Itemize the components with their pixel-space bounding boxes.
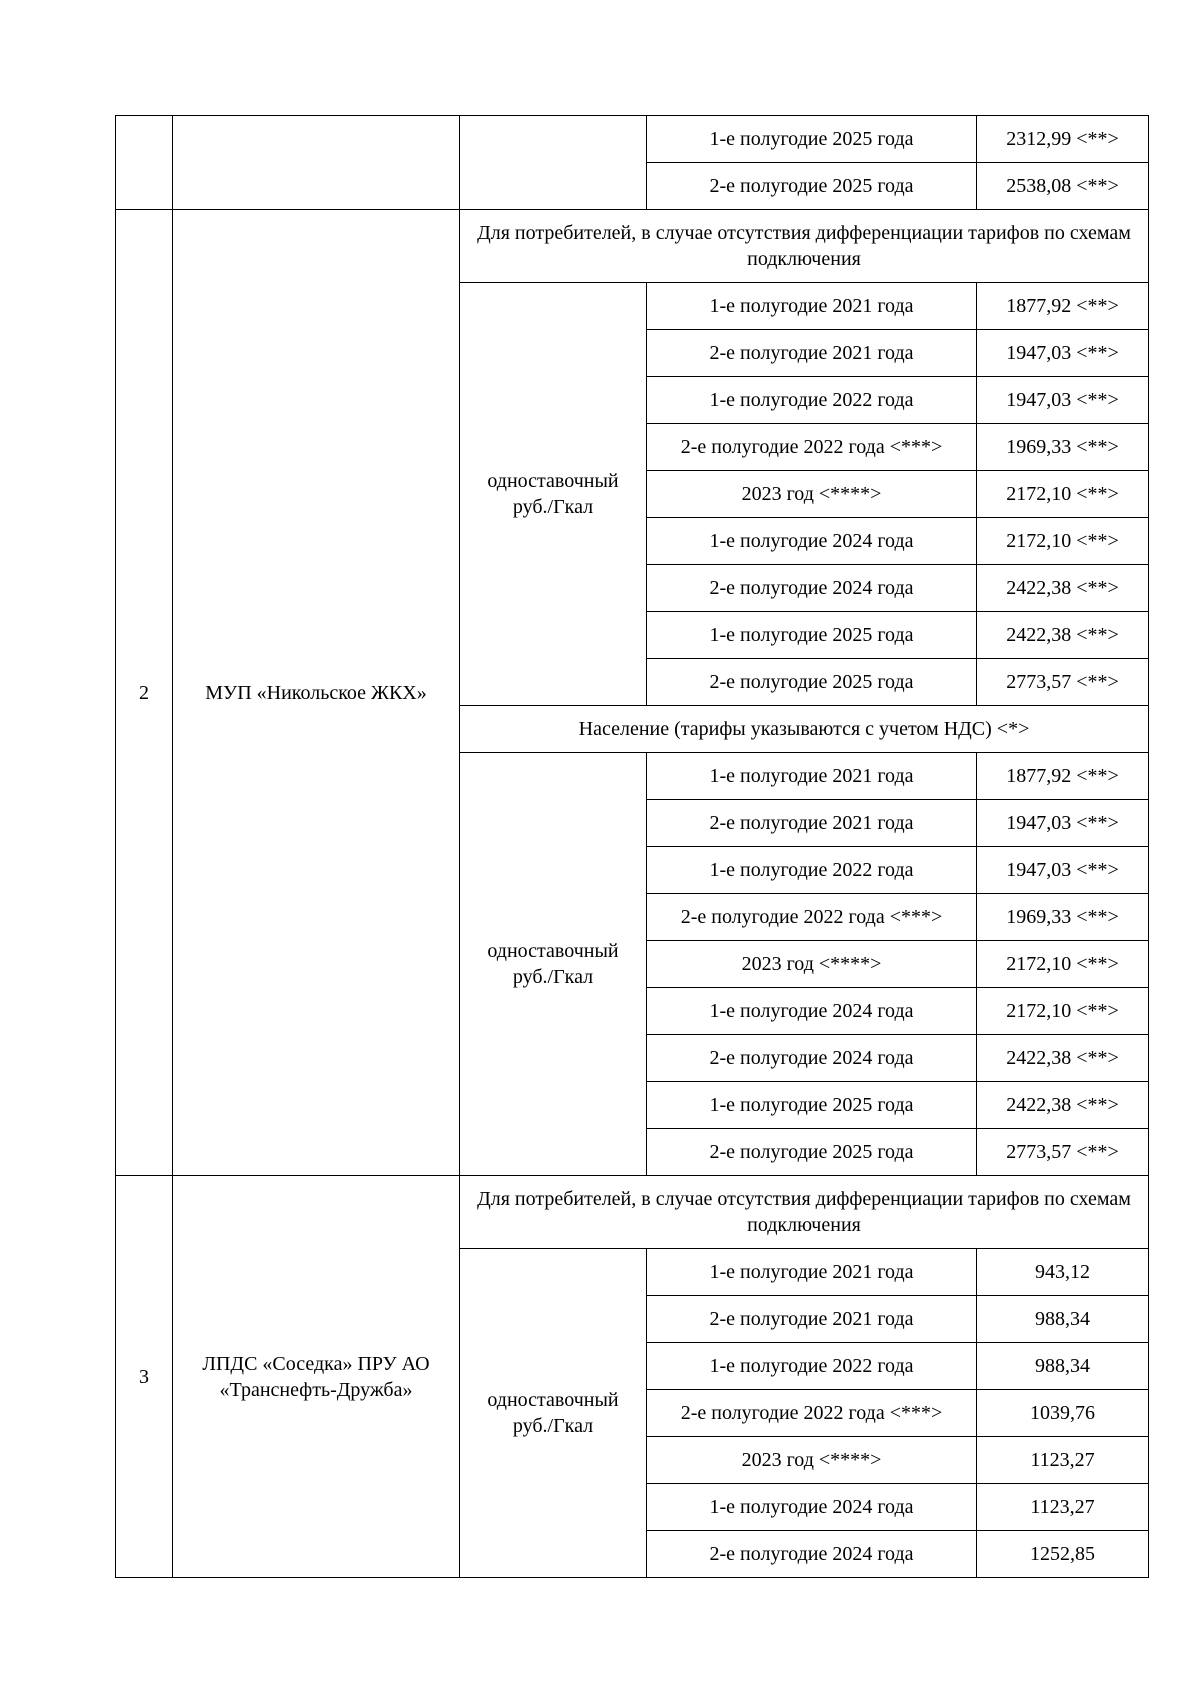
- tariff-document: [115, 115, 1149, 1578]
- tariff-type-cell: одноставочный руб./Гкал: [460, 753, 647, 1176]
- row-number-cell: [116, 116, 173, 210]
- tariff-value-cell: 1969,33 <**>: [977, 424, 1149, 471]
- period-cell: 2-е полугодие 2021 года: [647, 330, 977, 377]
- tariff-table-body: [116, 116, 1149, 1578]
- period-cell: 2-е полугодие 2025 года: [647, 163, 977, 210]
- tariff-value-cell: 2422,38 <**>: [977, 565, 1149, 612]
- period-cell: 1-е полугодие 2025 года: [647, 116, 977, 163]
- period-cell: 1-е полугодие 2024 года: [647, 988, 977, 1035]
- table-row: [116, 116, 1149, 163]
- tariff-value-cell: 1947,03 <**>: [977, 330, 1149, 377]
- section-header-cell: Для потребителей, в случае отсутствия дифференциации тарифов по схемам подключения: [460, 210, 1149, 283]
- organization-name-cell: [173, 116, 460, 210]
- tariff-type-cell: одноставочный руб./Гкал: [460, 1249, 647, 1578]
- period-cell: 2023 год <****>: [647, 941, 977, 988]
- tariff-value-cell: 2172,10 <**>: [977, 471, 1149, 518]
- tariff-value-cell: 2172,10 <**>: [977, 518, 1149, 565]
- tariff-value-cell: 1947,03 <**>: [977, 377, 1149, 424]
- tariff-value-cell: 2422,38 <**>: [977, 1082, 1149, 1129]
- period-cell: 2-е полугодие 2021 года: [647, 800, 977, 847]
- tariff-type-cell: [460, 116, 647, 210]
- table-row: [116, 210, 1149, 283]
- tariff-value-cell: 943,12: [977, 1249, 1149, 1296]
- tariff-value-cell: 2538,08 <**>: [977, 163, 1149, 210]
- tariff-table: [115, 115, 1149, 1578]
- period-cell: 2-е полугодие 2025 года: [647, 659, 977, 706]
- tariff-value-cell: 1877,92 <**>: [977, 283, 1149, 330]
- period-cell: 1-е полугодие 2022 года: [647, 377, 977, 424]
- period-cell: 2-е полугодие 2022 года <***>: [647, 894, 977, 941]
- tariff-type-cell: одноставочный руб./Гкал: [460, 283, 647, 706]
- table-row: [116, 1176, 1149, 1249]
- organization-name-cell: МУП «Никольское ЖКХ»: [173, 210, 460, 1176]
- period-cell: 1-е полугодие 2022 года: [647, 1343, 977, 1390]
- period-cell: 2-е полугодие 2024 года: [647, 565, 977, 612]
- tariff-value-cell: 988,34: [977, 1296, 1149, 1343]
- tariff-value-cell: 1969,33 <**>: [977, 894, 1149, 941]
- tariff-value-cell: 2773,57 <**>: [977, 659, 1149, 706]
- tariff-value-cell: 2172,10 <**>: [977, 988, 1149, 1035]
- period-cell: 1-е полугодие 2021 года: [647, 283, 977, 330]
- period-cell: 1-е полугодие 2025 года: [647, 612, 977, 659]
- period-cell: 2-е полугодие 2022 года <***>: [647, 424, 977, 471]
- tariff-value-cell: 2422,38 <**>: [977, 612, 1149, 659]
- tariff-value-cell: 2312,99 <**>: [977, 116, 1149, 163]
- row-number-cell: 3: [116, 1176, 173, 1578]
- section-header-cell: Для потребителей, в случае отсутствия дифференциации тарифов по схемам подключения: [460, 1176, 1149, 1249]
- tariff-value-cell: 1947,03 <**>: [977, 847, 1149, 894]
- tariff-value-cell: 2172,10 <**>: [977, 941, 1149, 988]
- tariff-value-cell: 988,34: [977, 1343, 1149, 1390]
- period-cell: 1-е полугодие 2024 года: [647, 1484, 977, 1531]
- organization-name-cell: ЛПДС «Соседка» ПРУ АО «Транснефть-Дружба»: [173, 1176, 460, 1578]
- period-cell: 2-е полугодие 2021 года: [647, 1296, 977, 1343]
- period-cell: 2-е полугодие 2025 года: [647, 1129, 977, 1176]
- period-cell: 1-е полугодие 2025 года: [647, 1082, 977, 1129]
- row-number-cell: 2: [116, 210, 173, 1176]
- section-header-cell: Население (тарифы указываются с учетом НДС) <*>: [460, 706, 1149, 753]
- tariff-value-cell: 1123,27: [977, 1484, 1149, 1531]
- tariff-value-cell: 1039,76: [977, 1390, 1149, 1437]
- tariff-value-cell: 1123,27: [977, 1437, 1149, 1484]
- tariff-value-cell: 2773,57 <**>: [977, 1129, 1149, 1176]
- period-cell: 2-е полугодие 2024 года: [647, 1035, 977, 1082]
- period-cell: 1-е полугодие 2022 года: [647, 847, 977, 894]
- period-cell: 2-е полугодие 2024 года: [647, 1531, 977, 1578]
- period-cell: 2-е полугодие 2022 года <***>: [647, 1390, 977, 1437]
- tariff-value-cell: 1252,85: [977, 1531, 1149, 1578]
- period-cell: 2023 год <****>: [647, 1437, 977, 1484]
- tariff-value-cell: 1877,92 <**>: [977, 753, 1149, 800]
- period-cell: 1-е полугодие 2021 года: [647, 1249, 977, 1296]
- tariff-value-cell: 2422,38 <**>: [977, 1035, 1149, 1082]
- period-cell: 1-е полугодие 2021 года: [647, 753, 977, 800]
- period-cell: 2023 год <****>: [647, 471, 977, 518]
- tariff-value-cell: 1947,03 <**>: [977, 800, 1149, 847]
- period-cell: 1-е полугодие 2024 года: [647, 518, 977, 565]
